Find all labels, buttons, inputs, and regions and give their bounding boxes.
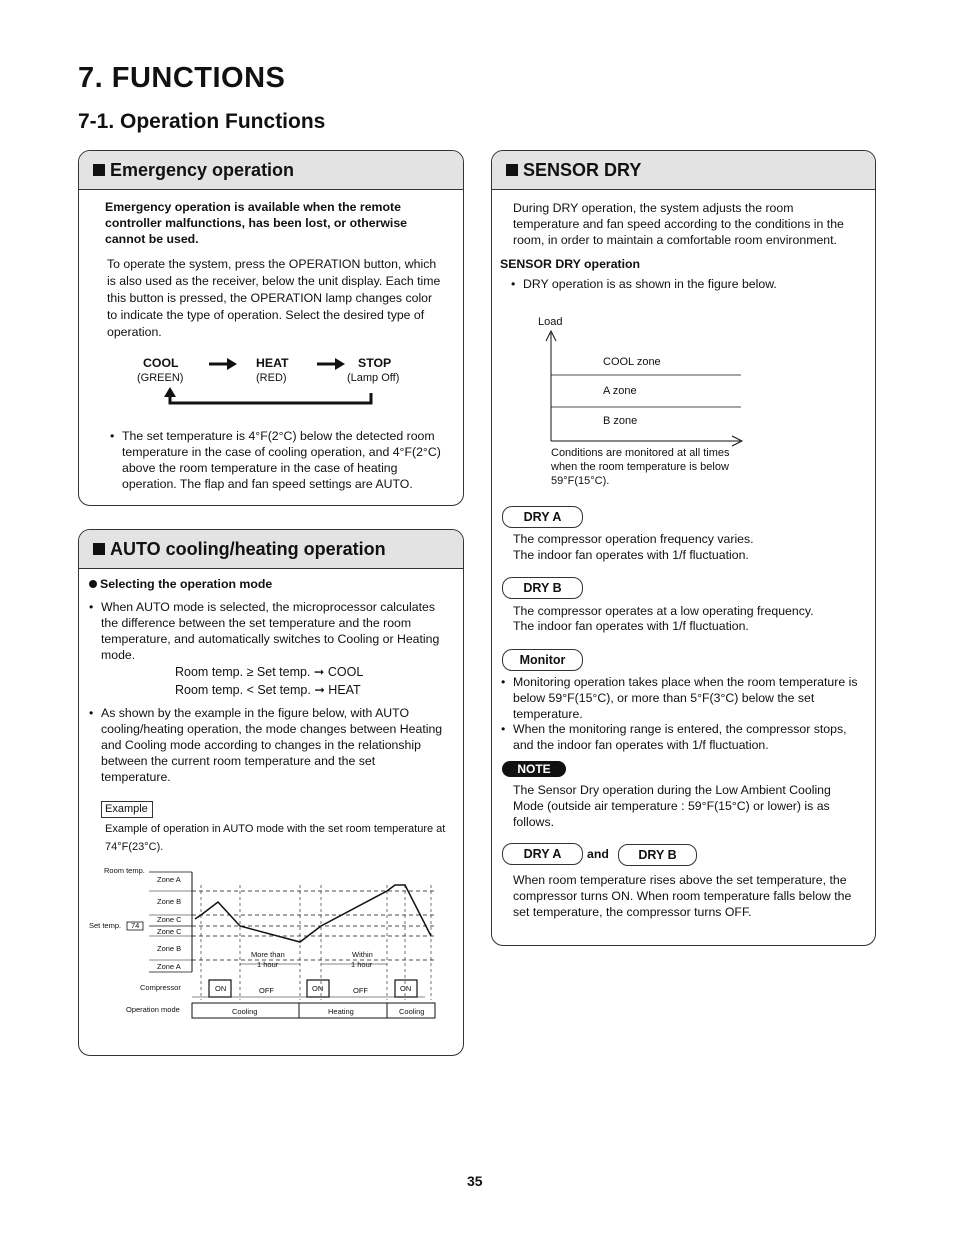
rule2-arrow-icon: ➞ — [314, 683, 325, 697]
final-text: When room temperature rises above the set temperature, the compressor turns ON. When room temperature falls below the set temperature, the compressor turns OFF. — [513, 873, 852, 919]
cycle-cool: COOL — [143, 356, 179, 370]
monitor-badge: Monitor — [502, 649, 583, 671]
monitor-bullet-1: • Monitoring operation takes place when the room temperature is below 59°F(15°C), or more than 5°F(3°C) below the set temperature. — [513, 674, 863, 722]
rule2-a: Room temp. — [175, 683, 247, 697]
comp-state: ON — [400, 984, 412, 993]
auto-panel — [78, 529, 464, 1056]
operation-mode-label: Operation mode — [126, 1005, 180, 1014]
example-text: Example of operation in AUTO mode with the set room temperature at 74°F(23°C). — [105, 823, 446, 853]
sensor-op-title: SENSOR DRY operation — [500, 257, 641, 271]
emergency-panel — [78, 150, 464, 506]
zone-label: Zone C — [157, 927, 182, 936]
graph-note: Conditions are monitored at all times when the room temperature is below 59°F(15°C). — [551, 447, 730, 487]
emergency-body: To operate the system, press the OPERATION button, which is also used as the receiver, below the unit display. Each time this button is pressed, the OPERATION lamp changes color to indicate the type of operation. Select the desired type of operation. — [107, 257, 441, 339]
auto-sub-text: Selecting the operation mode — [100, 577, 273, 591]
room-temp-label: Room temp. — [104, 866, 145, 875]
rule1-sym: ≥ — [246, 665, 254, 679]
cycle-stop: STOP — [358, 356, 392, 370]
sensor-dry-panel — [491, 150, 876, 946]
rule1-a: Room temp. — [175, 665, 247, 679]
zone-label: Zone B — [157, 944, 182, 953]
dry-a-text-2: The indoor fan operates with 1/f fluctuation. — [513, 548, 749, 562]
dry-b-badge-2: DRY B — [618, 844, 697, 866]
mode-cell: Cooling — [232, 1007, 258, 1016]
emergency-heading: Emergency operation — [110, 160, 295, 180]
cycle-cool-lamp: (GREEN) — [137, 372, 184, 384]
zone-label: Zone C — [157, 915, 182, 924]
sensor-dry-heading: SENSOR DRY — [523, 160, 642, 180]
comp-state: ON — [312, 984, 324, 993]
note-text: The Sensor Dry operation during the Low Ambient Cooling Mode (outside air temperature : 59°F(15°C) or lower) is as follows. — [513, 783, 831, 829]
dry-b-text-1: The compressor operates at a low operating frequency. — [513, 604, 814, 618]
example-label: Example — [101, 801, 153, 818]
zone-label: Zone A — [157, 962, 181, 971]
dry-a-badge-2: DRY A — [502, 843, 583, 865]
graph-zone: A zone — [603, 385, 637, 397]
more-than-label: More than — [251, 950, 285, 959]
cycle-stop-lamp: (Lamp Off) — [347, 372, 400, 384]
dry-a-badge: DRY A — [502, 506, 583, 528]
rule1-b: Set temp. — [253, 665, 314, 679]
mode-cell: Cooling — [399, 1007, 425, 1016]
rule2-c: HEAT — [324, 683, 361, 697]
rule1-arrow-icon: ➞ — [313, 665, 325, 679]
and-label: and — [587, 847, 609, 861]
dry-b-text-2: The indoor fan operates with 1/f fluctuation. — [513, 619, 749, 633]
rule2-sym: < — [246, 683, 254, 697]
emergency-intro: Emergency operation is available when the remote controller malfunctions, has been lost, or otherwise cannot be used. — [105, 200, 408, 246]
graph-zone: COOL zone — [603, 356, 661, 368]
auto-bullet-1: • When AUTO mode is selected, the microprocessor calculates the difference between the set temperature and the room temperature, and automatically switches to Cooling or Heating mode. — [101, 599, 451, 663]
comp-state: OFF — [353, 986, 368, 995]
cycle-heat-lamp: (RED) — [256, 372, 287, 384]
auto-mode-diagram — [79, 530, 463, 1055]
emergency-bullet: • The set temperature is 4°F(2°C) below the detected room temperature in the case of cooling operation, and 4°F(2°C) above the room temperature in the case of heating operation. The flap and fan speed settings are AUTO. — [122, 428, 452, 492]
cycle-arrows-icon — [79, 151, 463, 411]
monitor-bullet-2: • When the monitoring range is entered, the compressor stops, and the indoor fan operates with 1/f fluctuation. — [513, 721, 863, 753]
set-temp-label: Set temp. — [89, 921, 122, 930]
rule2-b: Set temp. — [253, 683, 315, 697]
graph-zone: B zone — [603, 415, 638, 427]
auto-heading: AUTO cooling/heating operation — [110, 539, 386, 559]
page-number: 35 — [467, 1173, 483, 1189]
comp-state: ON — [215, 984, 227, 993]
dry-b-badge: DRY B — [502, 577, 583, 599]
page-title: 7. FUNCTIONS — [78, 62, 286, 94]
compressor-label: Compressor — [140, 983, 181, 992]
dry-a-text-1: The compressor operation frequency varies. — [513, 532, 754, 546]
more-than-label-2: 1 hour — [257, 960, 279, 969]
rule1-c: COOL — [324, 665, 364, 679]
comp-state: OFF — [259, 986, 274, 995]
load-label: Load — [538, 316, 563, 328]
within-label-2: 1 hour — [351, 960, 373, 969]
zone-label: Zone B — [157, 897, 182, 906]
auto-bullet-2: • As shown by the example in the figure below, with AUTO cooling/heating operation, the mode changes between Heating and Cooling mode according to changes in the relationship between the current room temperature and the set temperature. — [101, 705, 446, 785]
sensor-op-bullet: • DRY operation is as shown in the figure below. — [523, 276, 853, 292]
section-title: 7-1. Operation Functions — [78, 110, 326, 133]
sensor-intro: During DRY operation, the system adjusts the room temperature and fan speed according to the conditions in the room, in order to maintain a comfortable room environment. — [513, 201, 844, 247]
cycle-heat: HEAT — [256, 356, 289, 370]
note-badge: NOTE — [502, 761, 566, 777]
mode-cell: Heating — [328, 1007, 354, 1016]
within-label: Within — [352, 950, 373, 959]
set-temp-value: 74 — [131, 921, 140, 930]
zone-label: Zone A — [157, 875, 181, 884]
